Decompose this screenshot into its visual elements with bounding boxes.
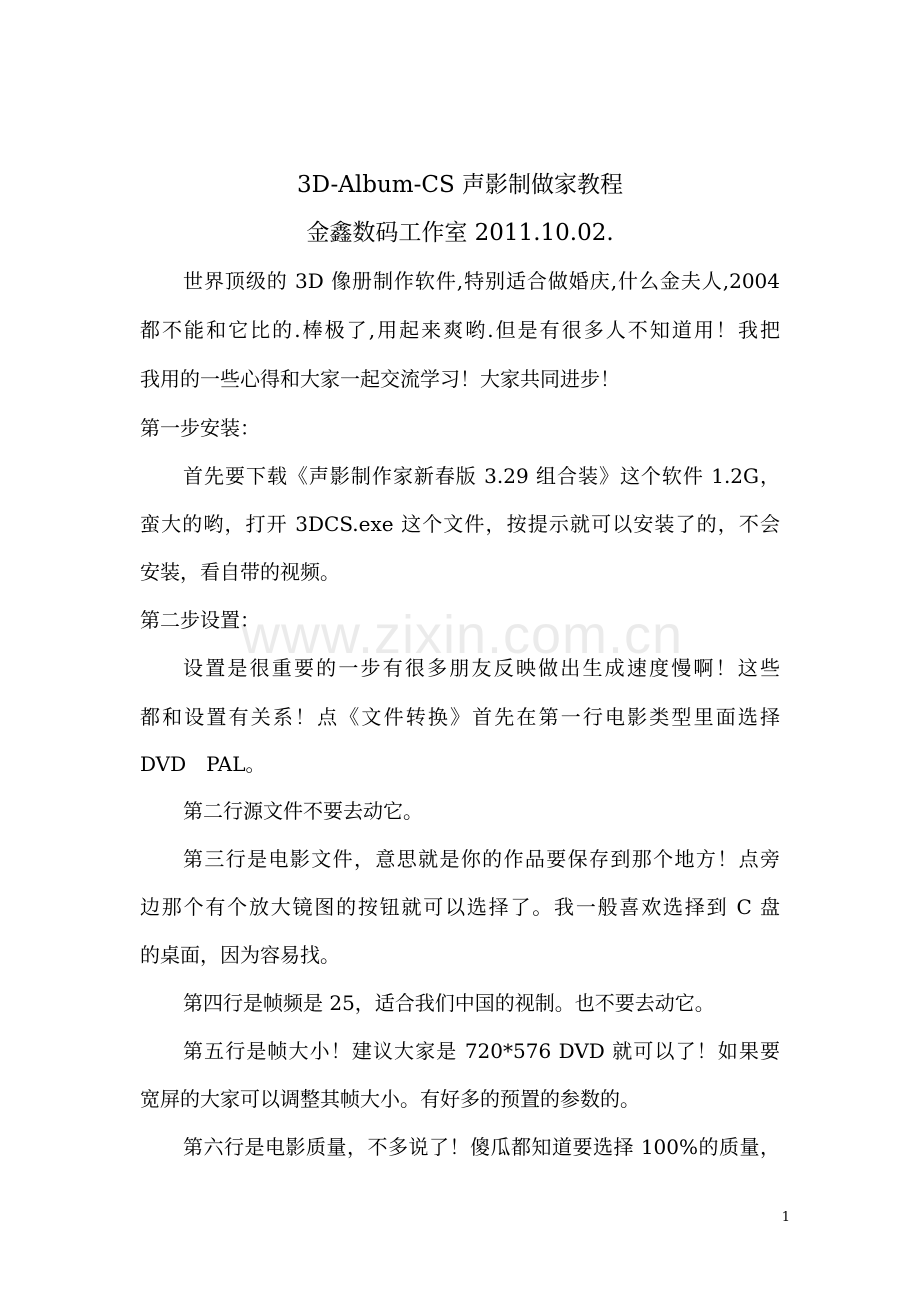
document-title: 3D-Album-CS 声影制做家教程: [296, 172, 624, 198]
paragraph-line: 首先要下载《声影制作家新春版 3.29 组合装》这个软件 1.2G，: [183, 464, 780, 488]
document-subtitle: 金鑫数码工作室 2011.10.02.: [306, 220, 614, 246]
section-heading: 第二步设置：: [140, 608, 260, 632]
paragraph-line: 第四行是帧频是 25，适合我们中国的视制。也不要去动它。: [183, 991, 715, 1015]
paragraph-line: 第二行源文件不要去动它。: [183, 799, 423, 823]
paragraph-line: 边那个有个放大镜图的按钮就可以选择了。我一般喜欢选择到 C 盘: [140, 895, 780, 919]
paragraph-line: 都不能和它比的.棒极了,用起来爽哟.但是有很多人不知道用！我把: [140, 318, 780, 342]
paragraph-line: DVD PAL。: [140, 752, 266, 776]
paragraph-line: 宽屏的大家可以调整其帧大小。有好多的预置的参数的。: [140, 1087, 640, 1111]
paragraph-line: 设置是很重要的一步有很多朋友反映做出生成速度慢啊！这些: [183, 656, 780, 680]
paragraph-line: 蛮大的哟，打开 3DCS.exe 这个文件，按提示就可以安装了的，不会: [140, 512, 780, 536]
paragraph-line: 第六行是电影质量，不多说了！傻瓜都知道要选择 100%的质量，: [183, 1135, 780, 1159]
paragraph-line: 第三行是电影文件，意思就是你的作品要保存到那个地方！点旁: [183, 847, 780, 871]
paragraph-line: 我用的一些心得和大家一起交流学习！大家共同进步！: [140, 367, 620, 391]
section-heading: 第一步安装：: [140, 416, 260, 440]
paragraph-line: 都和设置有关系！点《文件转换》首先在第一行电影类型里面选择: [140, 705, 780, 729]
paragraph-line: 的桌面，因为容易找。: [140, 943, 340, 967]
paragraph-line: 安装，看自带的视频。: [140, 560, 340, 584]
watermark: www.zixin.com.cn: [240, 605, 684, 665]
paragraph-line: 世界顶级的 3D 像册制作软件,特别适合做婚庆,什么金夫人,2004: [183, 269, 780, 293]
paragraph-line: 第五行是帧大小！建议大家是 720*576 DVD 就可以了！如果要: [183, 1039, 780, 1063]
page-number: 1: [781, 1210, 790, 1225]
